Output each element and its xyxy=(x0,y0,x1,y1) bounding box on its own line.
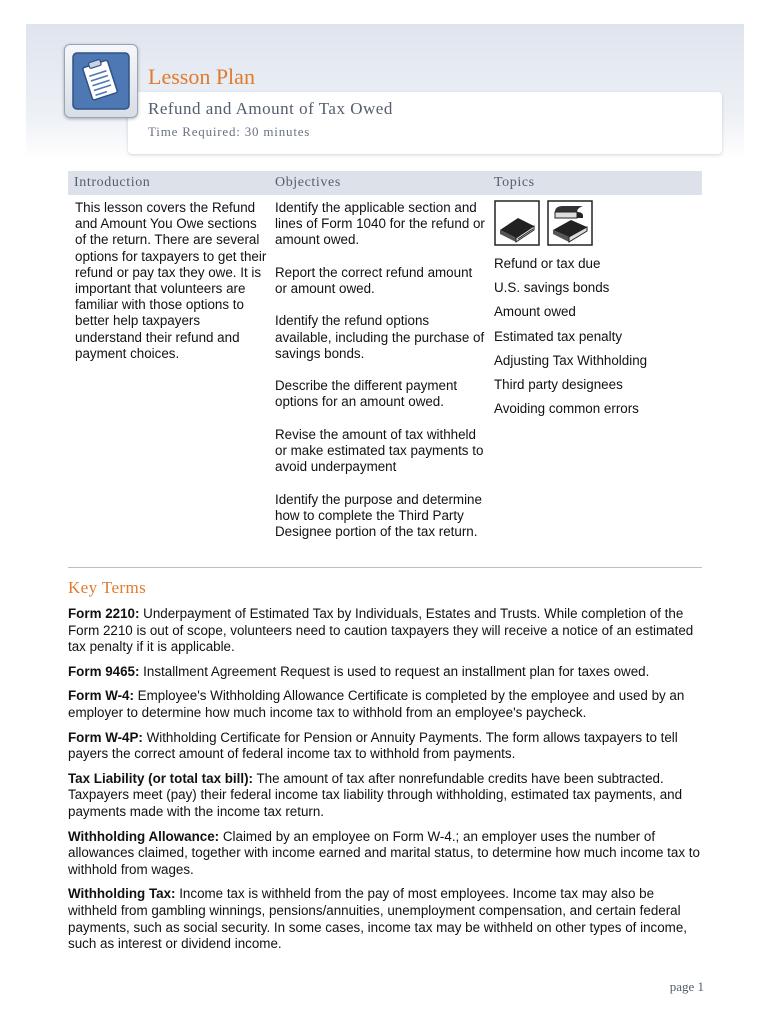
objectives-heading: Objectives xyxy=(275,175,341,190)
term-definition: Income tax is withheld from the pay of most employees. Income tax may also be withheld from gambling winnings, pensions/annuities, unemployment compensation, and certain federal payments, such as social security. In some cases, income tax may be withheld on other types of income, such as interest or dividend income. xyxy=(68,886,687,952)
term-definition: Installment Agreement Request is used to request an installment plan for taxes owed. xyxy=(139,663,650,679)
key-terms-list xyxy=(68,606,702,961)
objective-item: Report the correct refund amount or amount owed. xyxy=(275,264,473,296)
term-name: Withholding Allowance: xyxy=(68,828,220,844)
topic-item: Third party designees xyxy=(494,376,623,392)
key-term xyxy=(68,829,702,879)
term-name: Form 9465: xyxy=(68,663,140,679)
objective-item: Revise the amount of tax withheld or make estimated tax payments to avoid underpayment xyxy=(275,426,484,475)
objectives-list xyxy=(275,200,485,556)
topic-item: U.S. savings bonds xyxy=(494,280,610,296)
page-number: page 1 xyxy=(669,979,704,994)
page-title: Lesson Plan xyxy=(148,64,255,89)
term-name: Form 2210: xyxy=(68,606,140,621)
term-name: Tax Liability (or total tax bill): xyxy=(68,770,254,786)
term-definition: Claimed by an employee on Form W-4.; an employer uses the number of allowances claimed, together with income earned and marital status, to determine how much income tax to withhold from wages. xyxy=(68,828,700,877)
section-divider xyxy=(68,567,702,568)
topic-item: Amount owed xyxy=(494,304,576,320)
topics-list xyxy=(494,256,694,425)
topic-item: Estimated tax penalty xyxy=(494,328,623,344)
time-required: Time Required: 30 minutes xyxy=(148,124,311,139)
clipboard-icon xyxy=(71,51,131,111)
books-stack-icon xyxy=(547,200,593,246)
term-name: Withholding Tax: xyxy=(68,886,176,902)
term-definition: Employee's Withholding Allowance Certificate is completed by the employee and used by an employer to determine how much income tax to withhold from an employee's paycheck. xyxy=(68,688,685,720)
key-term xyxy=(68,664,702,681)
topic-item: Refund or tax due xyxy=(494,256,601,271)
key-term xyxy=(68,730,702,763)
topic-item: Adjusting Tax Withholding xyxy=(494,352,648,368)
topic-item: Avoiding common errors xyxy=(494,401,639,417)
objective-item: Identify the refund options available, including the purchase of savings bonds. xyxy=(275,313,485,361)
term-name: Form W-4P: xyxy=(68,729,143,745)
introduction-text: This lesson covers the Refund and Amount You Owe sections of the return. There are several options for taxpayers to get their refund or pay tax they owe. It is important that volunteers are familiar with those options to better help taxpayers understand their refund and payment choices. xyxy=(75,200,267,361)
page-subtitle: Refund and Amount of Tax Owed xyxy=(148,99,393,118)
topic-icons xyxy=(494,200,604,246)
objective-item: Describe the different payment options for an amount owed. xyxy=(275,378,458,410)
section-header-bar xyxy=(68,171,702,195)
key-terms-heading: Key Terms xyxy=(68,578,147,597)
key-term xyxy=(68,688,702,721)
term-name: Form W-4: xyxy=(68,688,134,704)
key-term xyxy=(68,886,702,952)
objective-item: Identify the purpose and determine how to complete the Third Party Designee portion of the tax return. xyxy=(275,491,482,539)
term-definition: Underpayment of Estimated Tax by Individuals, Estates and Trusts. While completion of the Form 2210 is out of scope, volunteers need to caution taxpayers they will receive a notice of an estimated tax penalty if it is applicable. xyxy=(68,606,694,655)
book-icon xyxy=(494,200,540,246)
key-term xyxy=(68,771,702,821)
objective-item: Identify the applicable section and lines of Form 1040 for the refund or amount owed. xyxy=(275,200,485,248)
lesson-plan-logo xyxy=(64,44,138,118)
introduction-heading: Introduction xyxy=(74,175,151,190)
key-term xyxy=(68,606,702,656)
term-definition: The amount of tax after nonrefundable credits have been subtracted. Taxpayers meet (pay) their federal income tax liability through withholding, estimated tax payments, and payments made with the income tax return. xyxy=(68,770,683,819)
topics-heading: Topics xyxy=(494,175,535,190)
term-definition: Withholding Certificate for Pension or Annuity Payments. The form allows taxpayers to tell payers the correct amount of federal income tax to withhold from payments. xyxy=(68,729,678,762)
